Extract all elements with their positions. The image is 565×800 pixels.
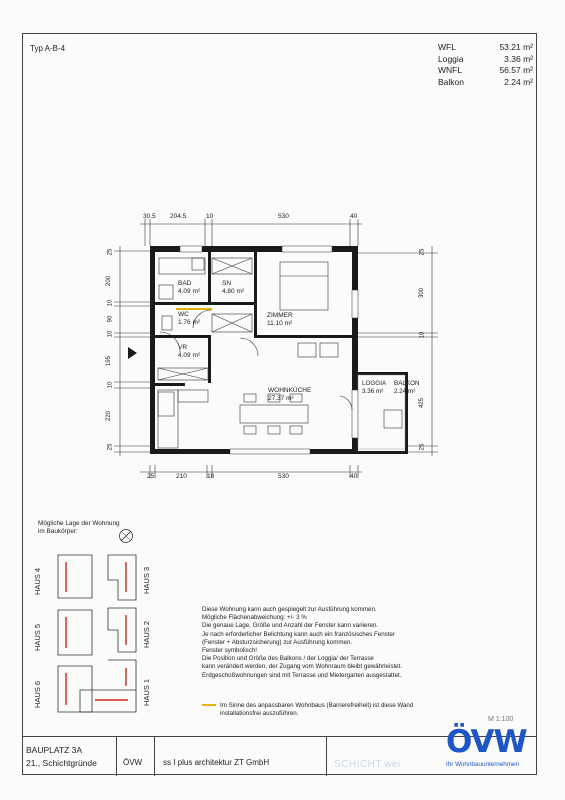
room-sn-area: 4.80 m² (222, 288, 245, 295)
dim-bottom-3: 10 (207, 473, 215, 480)
note-line: Erdgeschoßwohnungen sind mit Terrasse und Mietergarten ausgestattet. (202, 671, 402, 679)
area-row-wfl: WFL 53.21 m² (438, 42, 533, 52)
note-line: Die Position und Größe des Balkons / der Loggia/ der Terrasse (202, 655, 374, 663)
dim-top-1: 30.5 (143, 213, 156, 220)
dim-right-5: 25 (419, 443, 426, 451)
room-zimmer-name: ZIMMER (267, 312, 293, 319)
room-wohnkueche-name: WOHNKÜCHE (268, 387, 312, 394)
area-row-loggia: Loggia 3.36 m² (438, 53, 533, 64)
area-row-balkon: Balkon 2.24 m² (438, 76, 533, 87)
room-bad-name: BAD (178, 280, 192, 287)
dim-top-5: 40 (350, 213, 358, 220)
room-wc-name: WC (178, 311, 189, 318)
room-wc-area: 1.76 m² (178, 319, 201, 326)
client-label: ÖVW (123, 758, 143, 767)
room-bad-area: 4.09 m² (178, 288, 201, 295)
room-balkon-name: BALKON (394, 380, 420, 387)
note-line: Die genaue Lage, Größe und Anzahl der Fenster kann variieren. (202, 622, 379, 630)
dim-left-3: 10 (107, 299, 114, 307)
dim-left-6: 195 (106, 355, 113, 367)
scale-label: M 1:100 (488, 716, 514, 723)
haus-3-label: HAUS 3 (142, 566, 151, 594)
legend-barrier-free: Im Sinne des anpassbaren Wohnbaus (Barrierefreiheit) ist diese Wand installationsfrei auszuführen. (202, 702, 502, 718)
room-zimmer-area: 11.10 m² (267, 320, 293, 327)
note-line: Fenster symbolisch! (202, 647, 258, 655)
dim-right-1: 25 (419, 248, 426, 256)
room-vr-area: 4.09 m² (178, 352, 201, 359)
district-label: 21., Schichtgründe (26, 758, 97, 768)
ovw-logo-text: ÖVW (446, 724, 527, 760)
haus-1-label: HAUS 1 (142, 678, 151, 706)
bauplatz-label: BAUPLATZ 3A (26, 745, 83, 755)
room-loggia-name: LOGGIA (362, 380, 387, 387)
room-vr-name: VR (178, 344, 188, 351)
title-block (22, 724, 537, 776)
dim-top-3: 10 (206, 213, 214, 220)
project-watermark: SCHICHT.wei (334, 759, 401, 770)
note-line: Mögliche Flächenabweichung: +/- 3 % (202, 614, 307, 622)
dim-left-7: 10 (107, 381, 114, 389)
room-wohnkueche-area: 27.37 m² (268, 395, 294, 402)
yellow-wall-swatch-icon (202, 704, 216, 706)
room-loggia-area: 3.36 m² (362, 388, 384, 395)
architect-label: ss I plus architektur ZT GmbH (163, 758, 270, 767)
apartment-type: Typ A-B-4 (30, 44, 66, 53)
dim-left-2: 200 (106, 275, 113, 287)
dim-left-8: 220 (106, 410, 113, 422)
note-line: (Fenster + Absturzsicherung) zur Ausführung kommen. (202, 638, 353, 646)
haus-2-label: HAUS 2 (142, 620, 151, 648)
note-line: kann verändert werden, der Zugang vom Wohnraum bleibt gewährleistet. (202, 663, 403, 671)
haus-5-label: HAUS 5 (33, 623, 42, 651)
ovw-logo (446, 725, 541, 768)
dim-right-4: 425 (419, 397, 426, 409)
dim-bottom-2: 210 (176, 473, 187, 480)
notes-block (202, 606, 502, 680)
haus-6-label: HAUS 6 (33, 680, 42, 708)
dim-left-5: 10 (107, 330, 114, 338)
haus-4-label: HAUS 4 (33, 567, 42, 595)
dim-bottom-1: 25 (147, 473, 155, 480)
dim-left-1: 25 (107, 248, 114, 256)
dim-bottom-4: 530 (278, 473, 289, 480)
dim-top-4: 530 (278, 213, 289, 220)
dim-right-2: 300 (419, 287, 426, 299)
dim-bottom-5: 40 (350, 473, 358, 480)
room-sn-name: SN (222, 280, 232, 287)
note-line: Je nach erforderlicher Belichtung kann auch ein französisches Fenster (202, 630, 395, 638)
ovw-tagline: Ihr Wohnbauunternehmen (446, 761, 520, 768)
dim-right-3: 10 (419, 331, 426, 339)
dim-left-9: 25 (107, 443, 114, 451)
client-cell (117, 737, 155, 776)
position-title: Mögliche Lage der Wohnung im Baukörper: (38, 520, 120, 535)
dim-top-2: 204.5 (170, 213, 187, 220)
area-row-wnfl: WNFL 56.57 m² (438, 65, 533, 75)
dim-left-4: 90 (107, 315, 114, 323)
bauplatz-cell (22, 737, 117, 776)
room-balkon-area: 2.24 m² (394, 388, 416, 395)
note-line: Diese Wohnung kann auch gespiegelt zur Ausführung kommen. (202, 606, 377, 613)
architect-cell (155, 737, 327, 776)
